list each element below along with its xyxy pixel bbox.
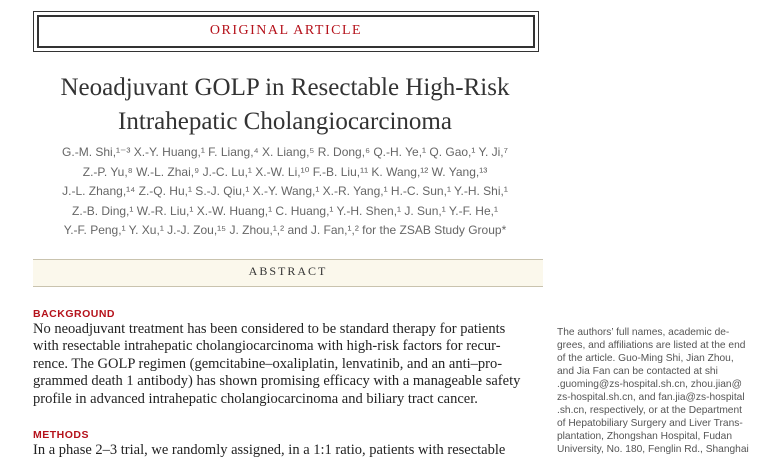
abstract-heading: ABSTRACT xyxy=(248,264,328,278)
sidebar-line: University, No. 180, Fenglin Rd., Shanghai xyxy=(557,444,749,455)
background-line: profile in advanced intrahepatic cholangiocarcinoma and biliary tract cancer. xyxy=(33,390,478,407)
author-contact-sidebar xyxy=(557,326,769,456)
author-list xyxy=(10,143,560,241)
sidebar-line: and Jia Fan can be contacted at shi xyxy=(557,366,718,377)
sidebar-line: plantation, Zhongshan Hospital, Fudan xyxy=(557,431,733,442)
background-line: rence. The GOLP regimen (gemcitabine–oxaliplatin, lenvatinib, and an anti–pro- xyxy=(33,355,503,372)
methods-paragraph xyxy=(33,442,545,459)
methods-heading: METHODS xyxy=(33,429,89,441)
background-line: grammed death 1 antibody) has shown promising efficacy with a manageable safety xyxy=(33,373,521,390)
abstract-heading-bar xyxy=(33,259,543,287)
sidebar-line: zs-hospital.sh.cn, and fan.jia@zs-hospital xyxy=(557,392,745,403)
methods-line: In a phase 2–3 trial, we randomly assigned, in a 1:1 ratio, patients with resectable xyxy=(33,442,506,458)
background-line: with resectable intrahepatic cholangiocarcinoma with high-risk factors for recur- xyxy=(33,338,501,355)
author-line-1: G.-M. Shi,¹⁻³ X.-Y. Huang,¹ F. Liang,⁴ X. Liang,⁵ R. Dong,⁶ Q.-H. Ye,¹ Q. Gao,¹ Y. Ji,⁷ xyxy=(62,145,508,159)
article-type-label: ORIGINAL ARTICLE xyxy=(209,23,363,38)
author-line-2: Z.-P. Yu,⁸ W.-L. Zhai,⁹ J.-C. Lu,¹ X.-W. Li,¹⁰ F.-B. Liu,¹¹ K. Wang,¹² W. Yang,¹³ xyxy=(82,164,488,179)
author-line-5: Y.-F. Peng,¹ Y. Xu,¹ J.-J. Zou,¹⁵ J. Zhou,¹,² and J. Fan,¹,² for the ZSAB Study Group* xyxy=(63,223,507,237)
background-heading: BACKGROUND xyxy=(33,308,115,320)
sidebar-line: of Hepatobiliary Surgery and Liver Trans- xyxy=(557,418,743,429)
background-paragraph xyxy=(33,321,545,408)
title-line-2: Intrahepatic Cholangiocarcinoma xyxy=(118,108,452,135)
sidebar-line: grees, and affiliations are listed at the end xyxy=(557,340,746,351)
author-line-4: Z.-B. Ding,¹ W.-R. Liu,¹ X.-W. Huang,¹ C. Huang,¹ Y.-H. Shen,¹ J. Sun,¹ Y.-F. He,¹ xyxy=(72,203,498,218)
sidebar-line: of the article. Guo-Ming Shi, Jian Zhou, xyxy=(557,353,734,364)
sidebar-line: .sh.cn, respectively, or at the Department xyxy=(557,405,742,416)
article-type-box xyxy=(33,11,539,52)
title-line-1: Neoadjuvant GOLP in Resectable High-Risk xyxy=(60,74,510,101)
sidebar-line: .guoming@zs-hospital.sh.cn, zhou.jian@ xyxy=(557,379,742,390)
article-title xyxy=(10,71,560,139)
sidebar-line: The authors’ full names, academic de- xyxy=(557,327,730,338)
background-line: No neoadjuvant treatment has been considered to be standard therapy for patients xyxy=(33,321,506,337)
author-line-3: J.-L. Zhang,¹⁴ Z.-Q. Hu,¹ S.-J. Qiu,¹ X.-Y. Wang,¹ X.-R. Yang,¹ H.-C. Sun,¹ Y.-H. Shi,¹ xyxy=(62,184,508,198)
